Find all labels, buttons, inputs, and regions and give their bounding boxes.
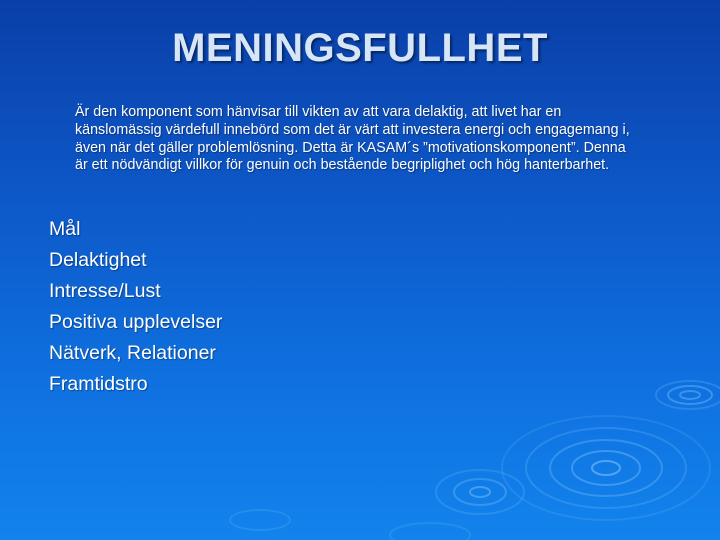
intro-paragraph: Är den komponent som hänvisar till vikten av att vara delaktig, att livet har en känslomässig värdefull innebörd som det är värt att investera energi och engagemang i, även när det gäller problemlösning. Detta är KASAM´s ”motivationskomponent”. Denna är ett nödvändigt villkor för genuin och bestående begriplighet och hög hanterbarhet. (75, 104, 630, 174)
slide-title: MENINGSFULLHET (172, 26, 548, 70)
bullet-item: Positiva upplevelser (49, 311, 223, 333)
bullet-item: Intresse/Lust (49, 280, 161, 302)
bullet-item: Delaktighet (49, 249, 147, 271)
bullet-item: Framtidstro (49, 373, 148, 395)
bullet-list (49, 214, 222, 400)
bullet-item: Mål (49, 218, 81, 240)
bullet-item: Nätverk, Relationer (49, 342, 216, 364)
